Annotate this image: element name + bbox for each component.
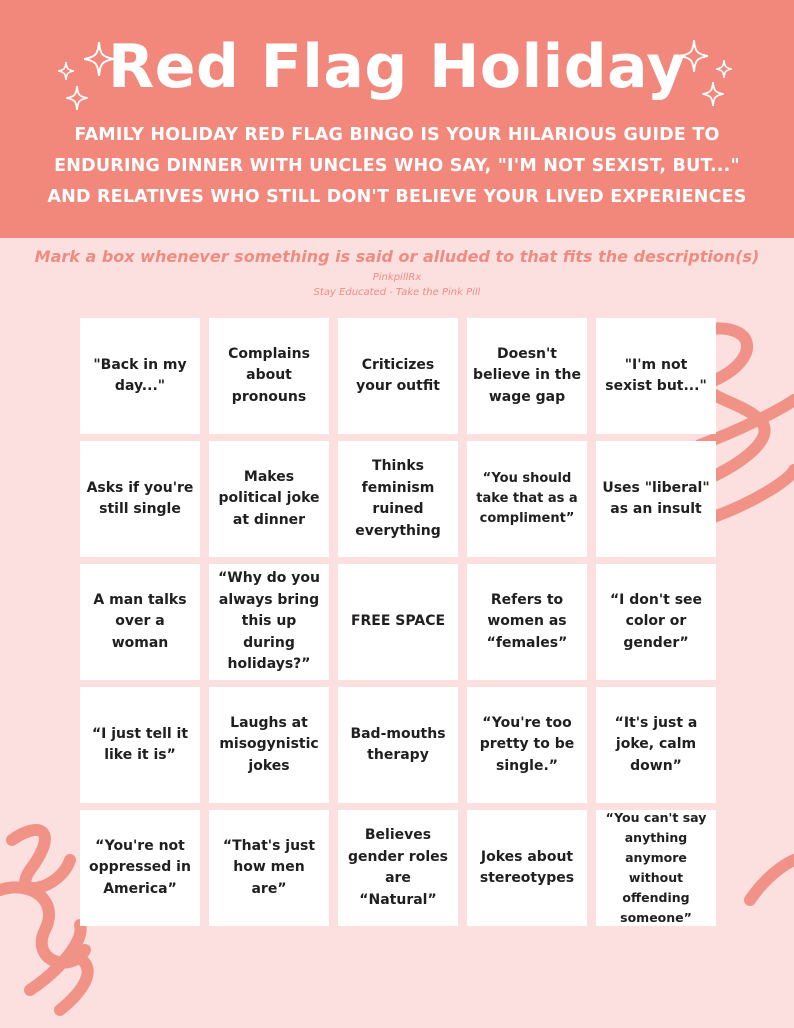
bingo-cell-label: “You're not oppressed in America”	[89, 837, 191, 897]
bingo-cell[interactable]	[596, 441, 716, 557]
bingo-cell[interactable]	[209, 810, 329, 926]
bingo-cell[interactable]	[80, 687, 200, 803]
bingo-cell-label: A man talks over a woman	[93, 591, 187, 651]
bingo-cell[interactable]	[467, 564, 587, 680]
bingo-cell[interactable]	[596, 687, 716, 803]
bingo-cell[interactable]	[467, 687, 587, 803]
bingo-cell[interactable]	[467, 441, 587, 557]
bingo-cell-label: “You should take that as a compliment”	[476, 471, 578, 526]
bingo-cell[interactable]	[209, 318, 329, 434]
bingo-cell-label: Asks if you're still single	[86, 479, 194, 517]
bingo-cell[interactable]	[209, 564, 329, 680]
bingo-cell-label: “Why do you always bring this up during holidays?”	[218, 570, 320, 673]
brand-tagline: Stay Educated - Take the Pink Pill	[313, 287, 481, 298]
bingo-cell-label: Refers to women as “females”	[486, 591, 568, 651]
bingo-cell-label: Doesn't believe in the wage gap	[473, 345, 581, 405]
bingo-cell-label: Believes gender roles are “Natural”	[348, 827, 448, 908]
bingo-cell[interactable]	[209, 687, 329, 803]
bingo-cell-label: “I don't see color or gender”	[609, 591, 703, 651]
brand-credit: PinkpillRx	[372, 272, 422, 283]
bingo-cell[interactable]	[467, 810, 587, 926]
bingo-cell[interactable]	[80, 318, 200, 434]
header-banner	[0, 0, 794, 238]
bingo-cell-label: Uses "liberal" as an insult	[602, 479, 710, 517]
bingo-cell-label: "Back in my day..."	[93, 356, 187, 394]
page-title: Red Flag Holiday	[108, 32, 686, 102]
bingo-cell[interactable]	[338, 441, 458, 557]
bingo-cell-label: “You can't say anything anymore without offending someone”	[605, 810, 707, 925]
bingo-cell-label: Laughs at misogynistic jokes	[219, 714, 319, 774]
bingo-cell-label: “That's just how men are”	[222, 837, 316, 897]
bingo-grid	[80, 318, 716, 926]
instructions-text: Mark a box whenever something is said or alluded to that fits the description(s)	[34, 247, 760, 266]
bingo-cell[interactable]	[80, 564, 200, 680]
bingo-cell-label: “You're too pretty to be single.”	[479, 714, 575, 774]
bingo-cell-label: Makes political joke at dinner	[218, 468, 320, 528]
page-subtitle: FAMILY HOLIDAY RED FLAG BINGO IS YOUR HILARIOUS GUIDE TO ENDURING DINNER WITH UNCLES WHO SAY, "I'M NOT SEXIST, BUT..." AND RELATIVES WHO STILL DON'T BELIEVE YOUR LIVED EXPERIENCES	[47, 125, 747, 207]
bingo-cell[interactable]	[338, 318, 458, 434]
bingo-cell-label: "I'm not sexist but..."	[605, 356, 707, 394]
bingo-cell[interactable]	[209, 441, 329, 557]
bingo-cell[interactable]	[338, 687, 458, 803]
bingo-cell[interactable]	[467, 318, 587, 434]
bingo-cell-label: FREE SPACE	[350, 613, 446, 630]
bingo-cell-label: Complains about pronouns	[228, 345, 310, 405]
bingo-cell-label: Jokes about stereotypes	[479, 848, 575, 886]
bingo-cell[interactable]	[338, 810, 458, 926]
bingo-cell-label: “I just tell it like it is”	[91, 725, 189, 763]
bingo-cell-label: Thinks feminism ruined everything	[355, 458, 441, 539]
bingo-cell[interactable]	[596, 564, 716, 680]
bingo-cell-label: “It's just a joke, calm down”	[614, 714, 698, 774]
bingo-cell[interactable]	[596, 810, 716, 926]
bingo-cell-label: Bad-mouths therapy	[350, 725, 446, 763]
bingo-cell[interactable]	[80, 441, 200, 557]
bingo-cell[interactable]	[596, 318, 716, 434]
bingo-cell-label: Criticizes your outfit	[356, 356, 440, 394]
bingo-cell-free-space[interactable]	[338, 564, 458, 680]
bingo-cell[interactable]	[80, 810, 200, 926]
